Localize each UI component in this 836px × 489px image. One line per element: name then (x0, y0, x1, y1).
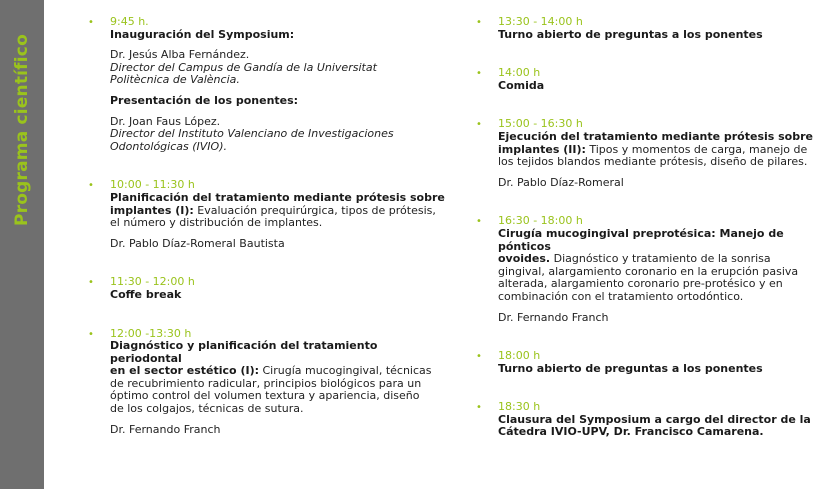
item-desc: Cirugía mucogingival, técnicas (259, 364, 432, 378)
speaker-name: Dr. Pablo Díaz-Romeral Bautista (110, 236, 285, 250)
item-title-tail: implantes (I): (110, 203, 194, 217)
program-item-questions-2 (476, 350, 816, 375)
item-time: 16:30 - 18:00 h (498, 214, 583, 228)
item-title: Comida (498, 78, 545, 92)
item-title: Cirugía mucogingival preprotésica: Manejo de pónticos (498, 226, 784, 253)
bullet-icon: • (88, 180, 94, 192)
item-subtitle: Presentación de los ponentes: (110, 93, 299, 107)
program-item-coffee-break (88, 276, 448, 301)
speaker-role-line: Politècnica de València. (110, 73, 240, 87)
bullet-icon: • (88, 328, 94, 340)
item-desc-line: alterada, alargamiento coronario pre-protésico y en (498, 277, 783, 291)
bullet-icon: • (476, 216, 482, 228)
item-title-tail: ovoides. (498, 252, 551, 266)
item-title: Clausura del Symposium a cargo del director de la (498, 412, 811, 426)
bullet-icon: • (476, 402, 482, 414)
item-desc-line: óptimo control del volumen textura y apariencia, diseño (110, 389, 420, 403)
item-title-tail: implantes (II): (498, 142, 586, 156)
item-title: Cátedra IVIO-UPV, Dr. Francisco Camarena. (498, 425, 764, 439)
item-time: 18:00 h (498, 349, 541, 363)
item-title-tail: en el sector estético (I): (110, 364, 259, 378)
speaker-role-line: Odontológicas (IVIO). (110, 139, 227, 153)
item-time: 18:30 h (498, 400, 541, 414)
speaker-name: Dr. Jesús Alba Fernández. (110, 48, 250, 62)
sidebar-title: Programa científico (12, 34, 32, 226)
program-item-implants-2 (476, 118, 816, 189)
item-title: Planificación del tratamiento mediante prótesis sobre (110, 190, 445, 204)
speaker-name: Dr. Joan Faus López. (110, 114, 221, 128)
item-time: 11:30 - 12:00 h (110, 275, 195, 289)
item-desc-line (498, 253, 816, 266)
program-item-mucogingival (476, 215, 816, 324)
speaker-role-line: Director del Campus de Gandía de la Universitat (110, 60, 377, 74)
sidebar (0, 0, 44, 489)
bullet-icon: • (476, 119, 482, 131)
item-title: Diagnóstico y planificación del tratamiento periodontal (110, 339, 378, 365)
item-desc: Evaluación prequirúrgica, tipos de prótesis, (193, 203, 436, 217)
item-title: Inauguración del Symposium: (110, 27, 295, 41)
item-time: 15:00 - 16:30 h (498, 117, 583, 131)
item-desc: Tipos y momentos de carga, manejo de (585, 142, 808, 156)
program-item-lunch (476, 67, 816, 92)
item-desc-line (110, 365, 448, 378)
item-desc-line: el número y distribución de implantes. (110, 216, 323, 230)
item-time: 9:45 h. (110, 15, 149, 28)
speaker-name: Dr. Fernando Franch (110, 422, 221, 436)
item-desc-line: combinación con el tratamiento ortodóntico. (498, 289, 744, 303)
bullet-icon: • (476, 351, 482, 363)
item-title: Turno abierto de preguntas a los ponentes (498, 361, 763, 375)
bullet-icon: • (476, 17, 482, 28)
item-desc-line: de los colgajos, técnicas de sutura. (110, 402, 304, 416)
item-desc: Diagnóstico y tratamiento de la sonrisa (550, 252, 771, 266)
bullet-icon: • (88, 277, 94, 289)
item-desc-line: de recubrimiento radicular, principios biológicos para un (110, 376, 422, 390)
bullet-icon: • (476, 68, 482, 80)
item-desc-line: gingival, alargamiento coronario en la erupción pasiva (498, 264, 799, 278)
item-title: Coffe break (110, 287, 182, 301)
program-item-inauguration (88, 16, 448, 153)
program-item-implants-1 (88, 179, 448, 250)
item-title: Ejecución del tratamiento mediante prótesis sobre (498, 129, 813, 143)
program-column-right (476, 16, 816, 439)
program-item-questions-1 (476, 16, 816, 41)
speaker-role-line: Director del Instituto Valenciano de Investigaciones (110, 127, 394, 141)
program-column-left (88, 16, 448, 436)
bullet-icon: • (88, 17, 94, 28)
item-time: 14:00 h (498, 66, 541, 80)
program-item-closing (476, 401, 816, 439)
item-time: 13:30 - 14:00 h (498, 15, 583, 28)
item-desc-line: los tejidos blandos mediante prótesis, diseño de pilares. (498, 155, 808, 169)
speaker-name: Dr. Pablo Díaz-Romeral (498, 175, 624, 189)
program-item-periodontal (88, 328, 448, 437)
item-time: 12:00 -13:30 h (110, 326, 192, 340)
item-title: Turno abierto de preguntas a los ponentes (498, 27, 763, 41)
speaker-name: Dr. Fernando Franch (498, 310, 609, 324)
item-time: 10:00 - 11:30 h (110, 178, 195, 192)
